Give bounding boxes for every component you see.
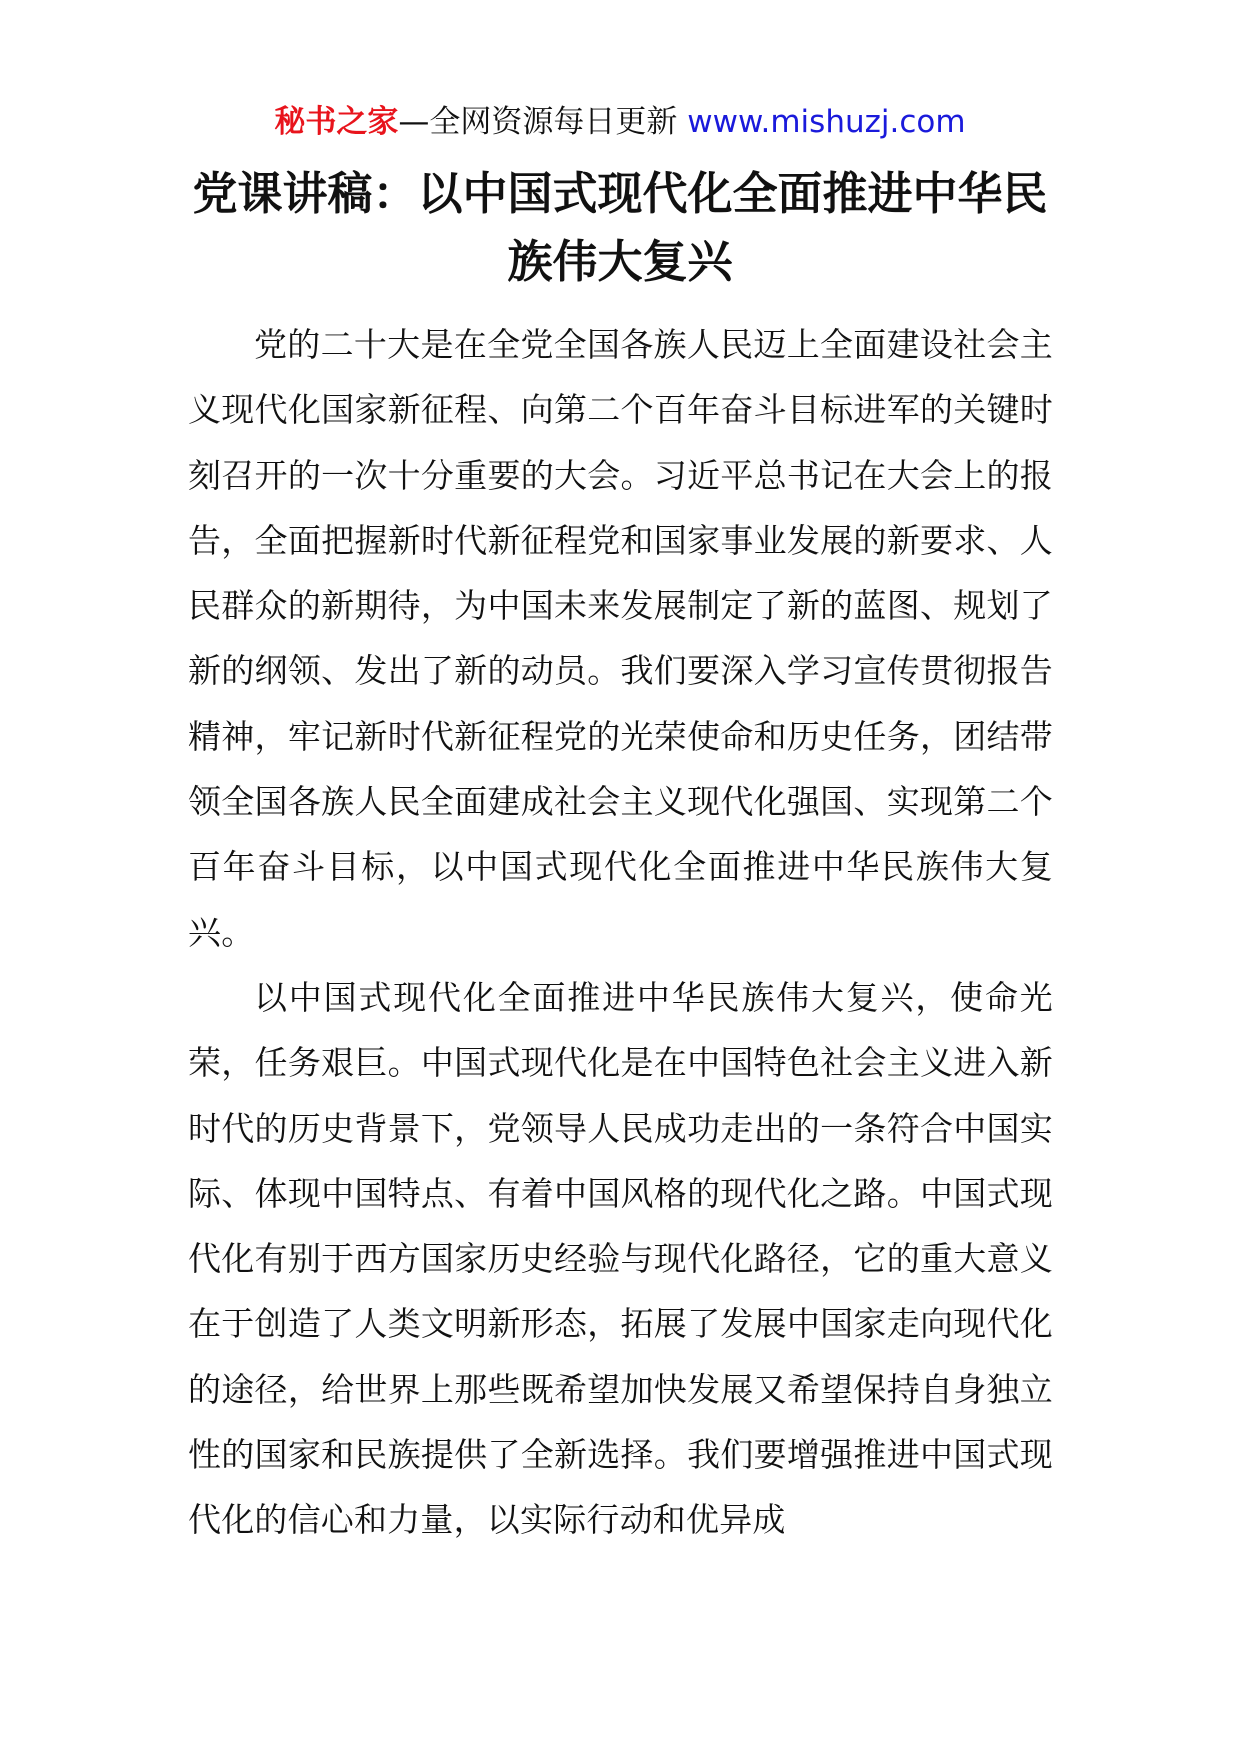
paragraph: 党的二十大是在全党全国各族人民迈上全面建设社会主义现代化国家新征程、向第二个百年奋斗目标进军的关键时刻召开的一次十分重要的大会。习近平总书记在大会上的报告，全面把握新时代新征程党和国家事业发展的新要求、人民群众的新期待，为中国未来发展制定了新的蓝图、规划了新的纲领、发出了新的动员。我们要深入学习宣传贯彻报告精神，牢记新时代新征程党的光荣使命和历史任务，团结带领全国各族人民全面建成社会主义现代化强国、实现第二个百年奋斗目标，以中国式现代化全面推进中华民族伟大复兴。 (188, 325, 1053, 952)
site-brand: 秘书之家 (274, 104, 399, 140)
document-title: 党课讲稿：以中国式现代化全面推进中华民族伟大复兴 (192, 167, 1048, 288)
site-header (0, 100, 1240, 144)
paragraph: 以中国式现代化全面推进中华民族伟大复兴，使命光荣，任务艰巨。中国式现代化是在中国特色社会主义进入新时代的历史背景下，党领导人民成功走出的一条符合中国实际、体现中国特点、有着中国风格的现代化之路。中国式现代化有别于西方国家历史经验与现代化路径，它的重大意义在于创造了人类文明新形态，拓展了发展中国家走向现代化的途径，给世界上那些既希望加快发展又希望保持自身独立性的国家和民族提供了全新选择。我们要增强推进中国式现代化的信心和力量，以实际行动和优异成 (188, 977, 1053, 1540)
document-body (188, 312, 1053, 1553)
site-tagline: —全网资源每日更新 (398, 104, 678, 140)
site-url-link[interactable]: www.mishuzj.com (687, 104, 966, 140)
